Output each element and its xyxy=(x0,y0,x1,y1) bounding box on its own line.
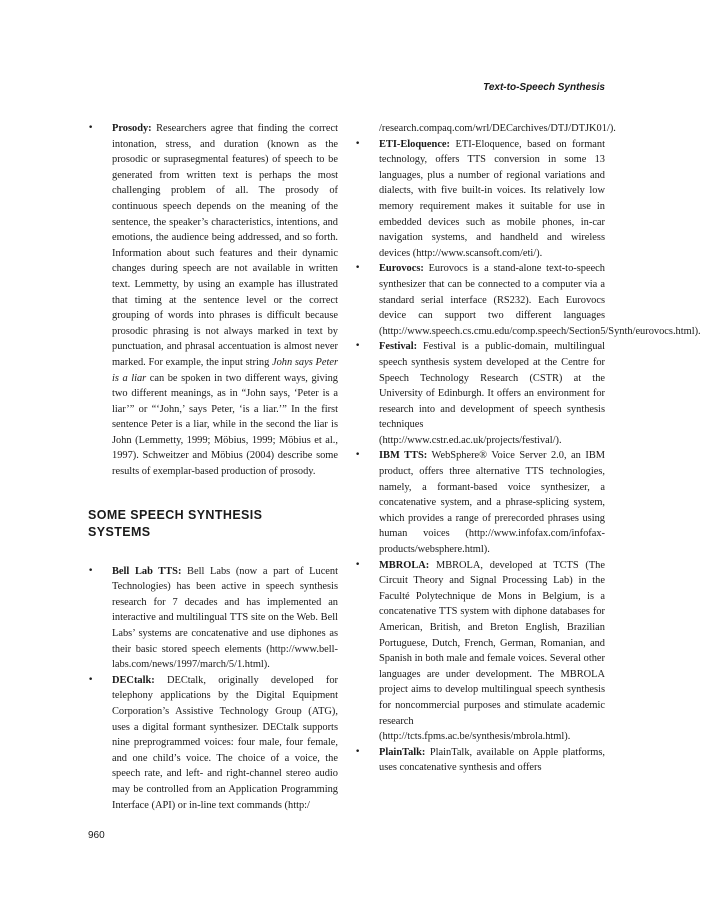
list-item-eti-eloquence xyxy=(355,137,605,262)
text-mbrola: MBROLA, developed at TCTS (The Circuit Theory and Signal Processing Lab) in the Faculté Polytechnique de Mons in Belgium, is a concatenative TTS system with diphone databases for American, British, and Breton English, Brazilian Portuguese, Dutch, French, German, Romanian, and Spanish in both male and female voices. Several other languages are under development. The MBROLA project aims to develop multilingual speech synthesis for noncommercial purposes and stimulate academic research (http://tcts.fpms.ac.be/synthesis/mbrola.html). xyxy=(379,559,605,743)
text-festival: Festival is a public-domain, multilingual speech synthesis system developed at the Centre for Speech Technology Research (CSTR) at the University of Edinburgh. It offers an environment for research into and development of speech synthesis techniques (http://www.cstr.ed.ac.uk/projects/festival/). xyxy=(379,341,605,446)
text-dectalk: DECtalk, originally developed for telephony applications by the Digital Equipment Corporation’s Assistive Technology Group (ATG), uses a digital formant synthesizer. DECtalk supports nine preprogrammed voices: four male, four female, and one child’s voice. The choice of a voice, the speech rate, and left- and right-channel stereo audio may be controlled from an Application Programming Interface (API) or in-line text commands (http:/ xyxy=(112,674,338,811)
term-prosody: Prosody: xyxy=(112,123,152,134)
systems-list-right xyxy=(355,137,701,776)
left-column xyxy=(88,121,338,813)
list-item-festival xyxy=(355,339,605,448)
right-column xyxy=(355,121,701,776)
text-ibm-tts: WebSphere® Voice Server 2.0, an IBM product, offers three alternative TTS technologies, namely, a formant-based voice synthesizer, a concatenative system, and a phrase-splicing system, which provides a range of prerecorded phrases using human voices (http://www.infofax.com/infofax-products/websphere.html). xyxy=(379,450,605,556)
running-head: Text-to-Speech Synthesis xyxy=(483,82,605,93)
prosody-text-a: Researchers agree that finding the correct intonation, stress, and duration (known as the prosodic or suprasegmental features) of speech to be generated from written text is perhaps the most challenging problem of all. The prosody of continuous speech depends on the meaning of the sentence, the speaker’s characteristics, intentions, and emotions, the audience being addressed, and so forth. Information about such features and their dynamic changes during speech are not available in written text. Lemmetty, by using an example has illustrated that timing at the sentence level or the correct grouping of words into phrases is difficult because prosodic phrasing is not always marked in text by punctuation, and phrasal accentuation is almost never marked. For example, the input string xyxy=(112,123,338,368)
prosody-list xyxy=(88,121,338,480)
list-item-ibm-tts xyxy=(355,448,605,557)
term-eurovocs: Eurovocs: xyxy=(379,263,424,275)
section-heading-line-2: SYSTEMS xyxy=(88,524,151,539)
page-number: 960 xyxy=(88,830,105,841)
dectalk-continuation: /research.compaq.com/wrl/DECarchives/DTJ/DTJK01/). xyxy=(379,123,616,134)
term-mbrola: MBROLA: xyxy=(379,559,430,571)
list-item-mbrola xyxy=(355,558,605,745)
term-bell-lab-tts: Bell Lab TTS: xyxy=(112,565,182,577)
list-item-eurovocs xyxy=(355,261,701,339)
term-ibm-tts: IBM TTS: xyxy=(379,450,428,462)
text-eti-eloquence: ETI-Eloquence, based on formant technology, offers TTS conversion in some 13 languages, plus a number of regional variations and dialects, with five built-in voices. Its relatively low memory requirement makes it suitable for use in embedded devices such as mobile phones, in-car navigation systems, and handheld and wireless devices (http://www.scansoft.com/eti/). xyxy=(379,138,605,259)
prosody-text-b: can be spoken in two different ways, giving two different meanings, as in “John says, ‘Peter is a liar’” or “‘John,’ says Peter, ‘is a liar.’” In the first sentence Peter is a liar, while in the second the liar is John (Lemmetty, 1999; Möbius, 1999; Möbius et al., 1997). Schweitzer and Möbius (2004) describe some results of exemplar-based production of prosody. xyxy=(112,372,338,478)
list-item-dectalk xyxy=(88,673,338,813)
prosody-example: John says Peter is a liar xyxy=(112,356,338,384)
term-plaintalk: PlainTalk: xyxy=(379,746,426,758)
section-heading-line-1: SOME SPEECH SYNTHESIS xyxy=(88,507,263,522)
text-eurovocs: Eurovocs is a stand-alone text-to-speech synthesizer that can be connected to a computer via a standard serial interface (RS232). Each Eurovocs device can support two different languages (http://www.speech.cs.cmu.edu/comp.speech/Section5/Synth/eurovocs.html). xyxy=(379,263,701,337)
list-item-plaintalk xyxy=(355,745,605,776)
text-plaintalk: PlainTalk, available on Apple platforms, uses concatenative synthesis and offers xyxy=(379,746,605,774)
list-item-prosody xyxy=(88,121,338,480)
term-dectalk: DECtalk: xyxy=(112,674,155,686)
section-heading xyxy=(88,507,338,541)
list-item-bell-lab-tts xyxy=(88,564,338,673)
text-bell-lab-tts: Bell Labs (now a part of Lucent Technologies) has been active in speech synthesis research for 7 decades and has implemented an interactive and multilingual TTS site on the Web. Bell Labs’ systems are concatenative and use diphones as their basic stored speech elements (http://www.bell-labs.com/news/1997/march/5/1.html). xyxy=(112,565,338,671)
term-eti-eloquence: ETI-Eloquence: xyxy=(379,138,451,150)
term-festival: Festival: xyxy=(379,341,418,353)
systems-list-left xyxy=(88,564,338,814)
